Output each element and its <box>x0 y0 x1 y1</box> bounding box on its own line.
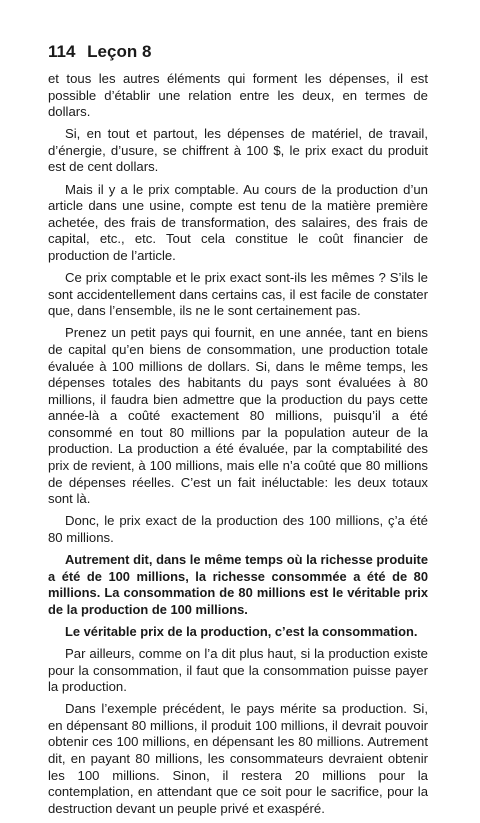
page-number: 114 <box>48 42 76 61</box>
paragraph-accounting-price: Mais il y a le prix comptable. Au cours de la production d’un article dans une usine, compte est tenu de la matière première achetée, des frais de transformation, des salaires, des frais de capital, etc., etc. Tout cela constitue le coût financier de production de l’article. <box>48 181 428 263</box>
paragraph-continuation: et tous les autres éléments qui forment les dépenses, il est possible d’établir une relation entre les deux, en termes de dollars. <box>48 71 428 120</box>
paragraph-conclusion: Donc, le prix exact de la production des 100 millions, ç’a été 80 millions. <box>48 513 428 545</box>
book-page <box>48 42 428 823</box>
running-header <box>48 42 428 62</box>
paragraph-consumption-must-pay: Par ailleurs, comme on l’a dit plus haut, si la production existe pour la consommation, il faut que la consommation puisse payer la production. <box>48 646 428 695</box>
paragraph-exact-price: Si, en tout et partout, les dépenses de matériel, de travail, d’énergie, d’usure, se chiffrent à 100 $, le prix exact du produit est de cent dollars. <box>48 126 428 175</box>
paragraph-small-country-example: Prenez un petit pays qui fournit, en une année, tant en biens de capital qu’en biens de consommation, une production totale évaluée à 100 millions de dollars. Si, dans le même temps, les dépenses totales des habitants du pays sont évaluées à 80 millions, il faudra bien admettre que la production du pays cette année-là a coûté exactement 80 millions, puisqu’il a été consommé en tout 80 millions par la population auteur de la production. La production a été évaluée, par la comptabilité des prix de revient, à 100 millions, mais elle n’a coûté que 80 millions de dépenses réelles. C’est un fait inéluctable: les deux totaux sont là. <box>48 325 428 507</box>
body-text <box>48 71 428 817</box>
paragraph-previous-example: Dans l’exemple précédent, le pays mérite sa production. Si, en dépensant 80 millions, il produit 100 millions, il devrait pouvoir obtenir ces 100 millions, en dépensant les 80 millions. Autrement dit, en payant 80 millions, les consommateurs devraient obtenir les 100 millions. Sinon, il restera 20 millions pour la contemplation, en attendant que ce soit pour le sacrifice, pour la destruction devant un peuple privé et exaspéré. <box>48 701 428 816</box>
paragraph-same-question: Ce prix comptable et le prix exact sont-ils les mêmes ? S’ils le sont accidentellement dans certains cas, il est facile de constater que, dans l’ensemble, ils ne le sont certainement pas. <box>48 270 428 319</box>
paragraph-bold-thesis: Le véritable prix de la production, c’est la consommation. <box>65 623 418 639</box>
lesson-title: Leçon 8 <box>87 42 152 61</box>
paragraph-bold-restatement: Autrement dit, dans le même temps où la richesse produite a été de 100 millions, la richesse consommée a été de 80 millions. La consommation de 80 millions est le véritable prix de la production de 100 millions. <box>48 552 428 617</box>
